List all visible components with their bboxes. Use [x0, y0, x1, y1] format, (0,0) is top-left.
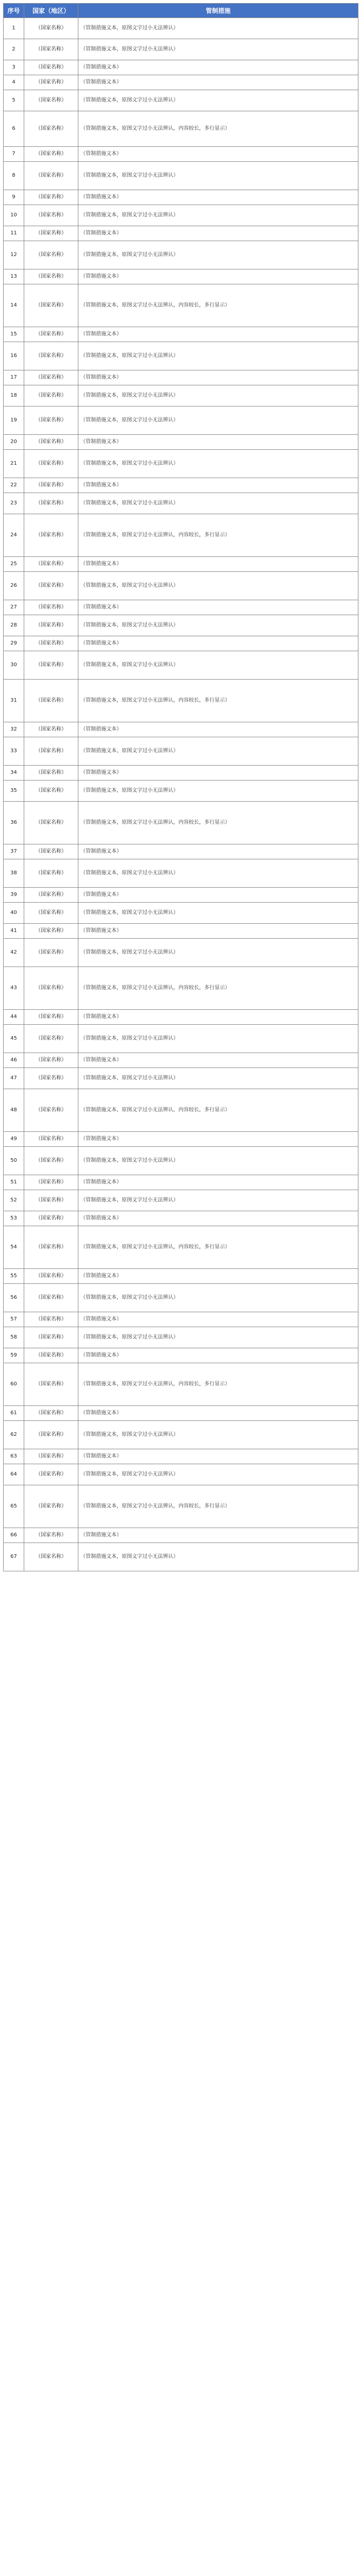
row-measures: （管制措施文本） [78, 636, 358, 651]
row-number: 2 [4, 39, 24, 60]
row-country: （国家名称） [24, 1147, 78, 1175]
row-country: （国家名称） [24, 450, 78, 478]
row-measures: （管制措施文本，原图文字过小无法辨认） [78, 1068, 358, 1089]
row-number: 7 [4, 147, 24, 162]
table-row [4, 1132, 358, 1147]
row-number: 52 [4, 1190, 24, 1211]
table-row [4, 781, 358, 802]
row-number: 67 [4, 1543, 24, 1571]
row-number: 8 [4, 162, 24, 190]
table-row [4, 1010, 358, 1025]
row-measures: （管制措施文本） [78, 435, 358, 450]
table-row [4, 514, 358, 557]
row-number: 66 [4, 1528, 24, 1543]
row-measures: （管制措施文本，原图文字过小无法辨认） [78, 1190, 358, 1211]
row-measures: （管制措施文本，原图文字过小无法辨认） [78, 1147, 358, 1175]
row-number: 43 [4, 967, 24, 1010]
row-country: （国家名称） [24, 1327, 78, 1348]
row-number: 4 [4, 75, 24, 90]
table-row [4, 1175, 358, 1190]
row-number: 54 [4, 1226, 24, 1269]
row-number: 13 [4, 269, 24, 284]
table-row [4, 1190, 358, 1211]
table-row [4, 90, 358, 111]
row-number: 50 [4, 1147, 24, 1175]
row-number: 45 [4, 1025, 24, 1053]
row-measures: （管制措施文本，原图文字过小无法辨认，内容较长，多行显示） [78, 967, 358, 1010]
row-country: （国家名称） [24, 1190, 78, 1211]
row-number: 42 [4, 939, 24, 967]
row-measures: （管制措施文本） [78, 722, 358, 737]
row-country: （国家名称） [24, 370, 78, 385]
row-number: 51 [4, 1175, 24, 1190]
row-measures: （管制措施文本，原图文字过小无法辨认，内容较长，多行显示） [78, 1485, 358, 1528]
table-row [4, 737, 358, 766]
row-measures: （管制措施文本） [78, 1312, 358, 1327]
row-country: （国家名称） [24, 90, 78, 111]
table-row [4, 859, 358, 888]
row-country: （国家名称） [24, 1068, 78, 1089]
row-measures: （管制措施文本） [78, 600, 358, 615]
row-country: （国家名称） [24, 781, 78, 802]
table-row [4, 615, 358, 636]
row-country: （国家名称） [24, 888, 78, 903]
row-country: （国家名称） [24, 162, 78, 190]
row-country: （国家名称） [24, 1312, 78, 1327]
row-country: （国家名称） [24, 1226, 78, 1269]
table-row [4, 226, 358, 241]
table-row [4, 1089, 358, 1132]
row-country: （国家名称） [24, 1269, 78, 1284]
row-measures: （管制措施文本，原图文字过小无法辨认） [78, 342, 358, 370]
row-country: （国家名称） [24, 1421, 78, 1449]
row-country: （国家名称） [24, 651, 78, 680]
row-measures: （管制措施文本） [78, 1449, 358, 1464]
table-row [4, 1421, 358, 1449]
row-measures: （管制措施文本，原图文字过小无法辨认） [78, 1464, 358, 1485]
row-number: 57 [4, 1312, 24, 1327]
row-measures: （管制措施文本，原图文字过小无法辨认） [78, 1284, 358, 1312]
row-measures: （管制措施文本，原图文字过小无法辨认） [78, 205, 358, 226]
table-row [4, 60, 358, 75]
row-country: （国家名称） [24, 967, 78, 1010]
row-measures: （管制措施文本，原图文字过小无法辨认） [78, 651, 358, 680]
row-measures: （管制措施文本，原图文字过小无法辨认，内容较长，多行显示） [78, 680, 358, 722]
table-row [4, 478, 358, 493]
row-country: （国家名称） [24, 636, 78, 651]
row-measures: （管制措施文本，原图文字过小无法辨认，内容较长，多行显示） [78, 1363, 358, 1406]
row-measures: （管制措施文本，原图文字过小无法辨认） [78, 737, 358, 766]
row-measures: （管制措施文本，原图文字过小无法辨认，内容较长，多行显示） [78, 284, 358, 327]
row-number: 19 [4, 406, 24, 435]
row-country: （国家名称） [24, 1485, 78, 1528]
row-number: 27 [4, 600, 24, 615]
row-country: （国家名称） [24, 1132, 78, 1147]
header-country: 国家（地区） [24, 4, 78, 18]
row-number: 3 [4, 60, 24, 75]
row-number: 46 [4, 1053, 24, 1068]
row-measures: （管制措施文本，原图文字过小无法辨认） [78, 781, 358, 802]
row-country: （国家名称） [24, 342, 78, 370]
row-measures: （管制措施文本，原图文字过小无法辨认） [78, 406, 358, 435]
row-measures: （管制措施文本，原图文字过小无法辨认，内容较长，多行显示） [78, 1089, 358, 1132]
table-row [4, 190, 358, 205]
row-measures: （管制措施文本，原图文字过小无法辨认，内容较长，多行显示） [78, 802, 358, 844]
row-country: （国家名称） [24, 737, 78, 766]
row-number: 60 [4, 1363, 24, 1406]
row-number: 37 [4, 844, 24, 859]
table-row [4, 802, 358, 844]
row-measures: （管制措施文本） [78, 327, 358, 342]
row-measures: （管制措施文本，原图文字过小无法辨认） [78, 241, 358, 269]
row-measures: （管制措施文本，原图文字过小无法辨认） [78, 572, 358, 600]
row-number: 34 [4, 766, 24, 781]
row-measures: （管制措施文本） [78, 370, 358, 385]
row-measures: （管制措施文本，原图文字过小无法辨认） [78, 1327, 358, 1348]
row-country: （国家名称） [24, 1464, 78, 1485]
row-country: （国家名称） [24, 1053, 78, 1068]
row-country: （国家名称） [24, 1010, 78, 1025]
row-number: 40 [4, 903, 24, 924]
row-country: （国家名称） [24, 147, 78, 162]
row-measures: （管制措施文本，原图文字过小无法辨认） [78, 385, 358, 406]
row-country: （国家名称） [24, 75, 78, 90]
row-measures: （管制措施文本） [78, 924, 358, 939]
header-number: 序号 [4, 4, 24, 18]
row-number: 10 [4, 205, 24, 226]
table-row [4, 147, 358, 162]
row-measures: （管制措施文本，原图文字过小无法辨认） [78, 1543, 358, 1571]
row-measures: （管制措施文本） [78, 1528, 358, 1543]
row-country: （国家名称） [24, 241, 78, 269]
table-row [4, 1068, 358, 1089]
row-measures: （管制措施文本） [78, 75, 358, 90]
table-row [4, 75, 358, 90]
table-row [4, 205, 358, 226]
row-measures: （管制措施文本） [78, 60, 358, 75]
row-measures: （管制措施文本） [78, 766, 358, 781]
row-measures: （管制措施文本） [78, 1053, 358, 1068]
row-measures: （管制措施文本，原图文字过小无法辨认） [78, 90, 358, 111]
row-country: （国家名称） [24, 615, 78, 636]
row-country: （国家名称） [24, 435, 78, 450]
row-number: 59 [4, 1348, 24, 1363]
row-country: （国家名称） [24, 1528, 78, 1543]
row-number: 65 [4, 1485, 24, 1528]
table-row [4, 572, 358, 600]
row-number: 32 [4, 722, 24, 737]
table-row [4, 939, 358, 967]
row-country: （国家名称） [24, 269, 78, 284]
row-country: （国家名称） [24, 327, 78, 342]
table-row [4, 450, 358, 478]
row-country: （国家名称） [24, 60, 78, 75]
table-row [4, 327, 358, 342]
row-number: 5 [4, 90, 24, 111]
row-measures: （管制措施文本） [78, 226, 358, 241]
row-measures: （管制措施文本，原图文字过小无法辨认） [78, 859, 358, 888]
row-number: 38 [4, 859, 24, 888]
row-measures: （管制措施文本） [78, 1010, 358, 1025]
table-body [4, 18, 358, 1571]
row-number: 33 [4, 737, 24, 766]
row-number: 62 [4, 1421, 24, 1449]
row-country: （国家名称） [24, 226, 78, 241]
row-measures: （管制措施文本，原图文字过小无法辨认） [78, 1025, 358, 1053]
row-country: （国家名称） [24, 1211, 78, 1226]
row-number: 11 [4, 226, 24, 241]
row-number: 26 [4, 572, 24, 600]
row-number: 44 [4, 1010, 24, 1025]
table-row [4, 18, 358, 39]
row-number: 22 [4, 478, 24, 493]
row-country: （国家名称） [24, 844, 78, 859]
row-country: （国家名称） [24, 859, 78, 888]
row-number: 48 [4, 1089, 24, 1132]
table-row [4, 903, 358, 924]
table-row [4, 967, 358, 1010]
row-country: （国家名称） [24, 190, 78, 205]
row-country: （国家名称） [24, 1089, 78, 1132]
table-row [4, 1284, 358, 1312]
row-number: 56 [4, 1284, 24, 1312]
row-measures: （管制措施文本，原图文字过小无法辨认） [78, 615, 358, 636]
row-number: 36 [4, 802, 24, 844]
row-number: 6 [4, 111, 24, 147]
table-row [4, 651, 358, 680]
table-row [4, 1025, 358, 1053]
row-country: （国家名称） [24, 284, 78, 327]
row-measures: （管制措施文本，原图文字过小无法辨认） [78, 18, 358, 39]
row-country: （国家名称） [24, 1025, 78, 1053]
table-row [4, 557, 358, 572]
table-row [4, 1528, 358, 1543]
row-number: 25 [4, 557, 24, 572]
row-number: 58 [4, 1327, 24, 1348]
row-number: 12 [4, 241, 24, 269]
row-number: 18 [4, 385, 24, 406]
table-row [4, 284, 358, 327]
header-measures: 管制措施 [78, 4, 358, 18]
row-measures: （管制措施文本，原图文字过小无法辨认） [78, 1421, 358, 1449]
row-measures: （管制措施文本） [78, 1348, 358, 1363]
row-country: （国家名称） [24, 1175, 78, 1190]
row-country: （国家名称） [24, 18, 78, 39]
table-row [4, 39, 358, 60]
table-row [4, 1269, 358, 1284]
row-measures: （管制措施文本） [78, 888, 358, 903]
table-row [4, 435, 358, 450]
row-number: 15 [4, 327, 24, 342]
row-number: 49 [4, 1132, 24, 1147]
row-number: 16 [4, 342, 24, 370]
row-measures: （管制措施文本） [78, 557, 358, 572]
table-row [4, 1485, 358, 1528]
table-row [4, 1226, 358, 1269]
row-country: （国家名称） [24, 1449, 78, 1464]
row-country: （国家名称） [24, 1284, 78, 1312]
row-country: （国家名称） [24, 478, 78, 493]
table-row [4, 1363, 358, 1406]
row-measures: （管制措施文本） [78, 844, 358, 859]
row-country: （国家名称） [24, 111, 78, 147]
table-row [4, 1327, 358, 1348]
row-number: 1 [4, 18, 24, 39]
table-row [4, 385, 358, 406]
row-number: 23 [4, 493, 24, 514]
row-number: 41 [4, 924, 24, 939]
row-number: 14 [4, 284, 24, 327]
row-measures: （管制措施文本） [78, 147, 358, 162]
table-row [4, 111, 358, 147]
table-row [4, 269, 358, 284]
table-row [4, 1464, 358, 1485]
row-country: （国家名称） [24, 680, 78, 722]
table-row [4, 342, 358, 370]
table-row [4, 924, 358, 939]
row-measures: （管制措施文本，原图文字过小无法辨认） [78, 939, 358, 967]
row-number: 21 [4, 450, 24, 478]
table-header-row [4, 4, 358, 18]
table-row [4, 370, 358, 385]
row-number: 64 [4, 1464, 24, 1485]
row-measures: （管制措施文本） [78, 1132, 358, 1147]
row-country: （国家名称） [24, 493, 78, 514]
row-country: （国家名称） [24, 924, 78, 939]
row-measures: （管制措施文本） [78, 1175, 358, 1190]
table-row [4, 493, 358, 514]
row-number: 9 [4, 190, 24, 205]
table-row [4, 844, 358, 859]
row-country: （国家名称） [24, 572, 78, 600]
row-measures: （管制措施文本，原图文字过小无法辨认） [78, 450, 358, 478]
table-row [4, 1211, 358, 1226]
row-measures: （管制措施文本） [78, 478, 358, 493]
table-row [4, 600, 358, 615]
table-row [4, 888, 358, 903]
row-measures: （管制措施文本） [78, 190, 358, 205]
row-measures: （管制措施文本，原图文字过小无法辨认，内容较长，多行显示） [78, 1226, 358, 1269]
row-country: （国家名称） [24, 722, 78, 737]
row-number: 55 [4, 1269, 24, 1284]
table-row [4, 1543, 358, 1571]
row-country: （国家名称） [24, 1348, 78, 1363]
row-number: 63 [4, 1449, 24, 1464]
row-number: 31 [4, 680, 24, 722]
row-country: （国家名称） [24, 1543, 78, 1571]
row-number: 17 [4, 370, 24, 385]
table-row [4, 722, 358, 737]
row-number: 20 [4, 435, 24, 450]
row-country: （国家名称） [24, 766, 78, 781]
table-row [4, 636, 358, 651]
row-number: 28 [4, 615, 24, 636]
row-country: （国家名称） [24, 39, 78, 60]
table-row [4, 1053, 358, 1068]
row-measures: （管制措施文本，原图文字过小无法辨认） [78, 903, 358, 924]
row-country: （国家名称） [24, 903, 78, 924]
row-country: （国家名称） [24, 1363, 78, 1406]
row-measures: （管制措施文本，原图文字过小无法辨认，内容较长，多行显示） [78, 514, 358, 557]
row-measures: （管制措施文本，原图文字过小无法辨认） [78, 162, 358, 190]
row-number: 53 [4, 1211, 24, 1226]
measures-table [3, 3, 358, 1571]
table-row [4, 1312, 358, 1327]
table-row [4, 241, 358, 269]
table-row [4, 1406, 358, 1421]
row-measures: （管制措施文本） [78, 1406, 358, 1421]
row-country: （国家名称） [24, 557, 78, 572]
row-country: （国家名称） [24, 939, 78, 967]
row-country: （国家名称） [24, 600, 78, 615]
row-measures: （管制措施文本，原图文字过小无法辨认，内容较长，多行显示） [78, 111, 358, 147]
row-country: （国家名称） [24, 1406, 78, 1421]
table-row [4, 766, 358, 781]
table-row [4, 1449, 358, 1464]
row-measures: （管制措施文本） [78, 1269, 358, 1284]
row-country: （国家名称） [24, 802, 78, 844]
table-row [4, 1147, 358, 1175]
row-country: （国家名称） [24, 514, 78, 557]
table-row [4, 162, 358, 190]
table-row [4, 1348, 358, 1363]
row-number: 35 [4, 781, 24, 802]
row-measures: （管制措施文本） [78, 1211, 358, 1226]
row-number: 24 [4, 514, 24, 557]
row-number: 61 [4, 1406, 24, 1421]
row-measures: （管制措施文本） [78, 269, 358, 284]
row-measures: （管制措施文本，原图文字过小无法辨认） [78, 493, 358, 514]
table-row [4, 406, 358, 435]
row-number: 47 [4, 1068, 24, 1089]
row-country: （国家名称） [24, 205, 78, 226]
row-country: （国家名称） [24, 385, 78, 406]
row-number: 39 [4, 888, 24, 903]
table-row [4, 680, 358, 722]
row-number: 29 [4, 636, 24, 651]
row-country: （国家名称） [24, 406, 78, 435]
row-measures: （管制措施文本，原图文字过小无法辨认） [78, 39, 358, 60]
row-number: 30 [4, 651, 24, 680]
